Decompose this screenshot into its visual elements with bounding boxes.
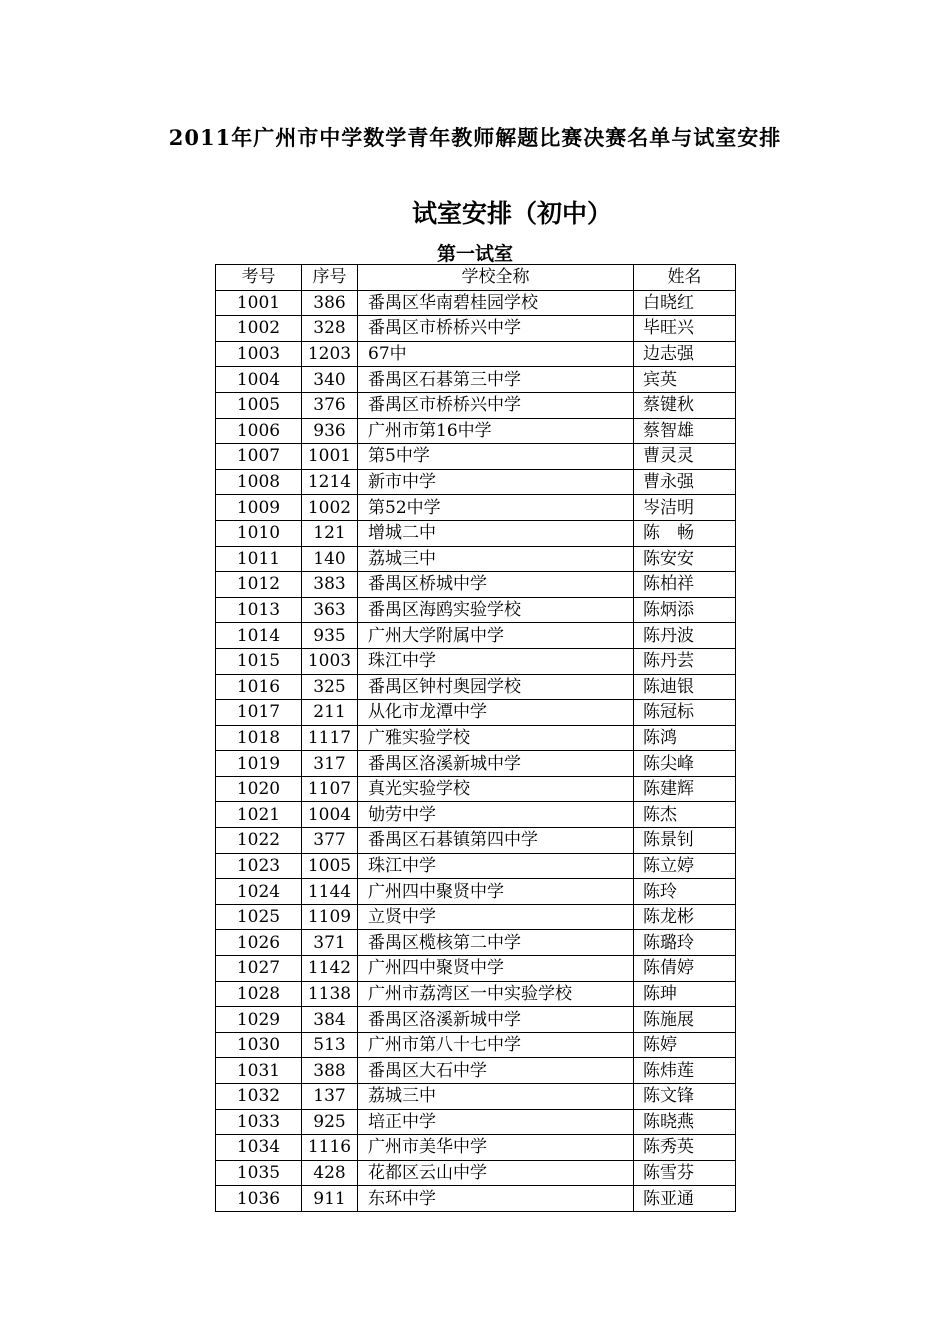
table-row <box>216 1160 736 1186</box>
school-name-cell: 广州市第八十七中学 <box>358 1032 634 1058</box>
school-name-cell: 广州市美华中学 <box>358 1135 634 1161</box>
school-name-cell: 广州大学附属中学 <box>358 623 634 649</box>
table-row <box>216 879 736 905</box>
school-name-cell: 番禺区桥城中学 <box>358 572 634 598</box>
student-name-cell: 陈秀英 <box>634 1135 736 1161</box>
serial-number-cell: 1116 <box>302 1135 358 1161</box>
table-row <box>216 572 736 598</box>
exam-number-cell: 1007 <box>216 444 302 470</box>
serial-number-cell: 1002 <box>302 495 358 521</box>
table-row <box>216 444 736 470</box>
serial-number-cell: 1144 <box>302 879 358 905</box>
table-row <box>216 648 736 674</box>
student-name-cell: 宾英 <box>634 367 736 393</box>
exam-room-title: 第一试室 <box>436 243 513 265</box>
table-row <box>216 316 736 342</box>
student-name-cell: 陈景钊 <box>634 828 736 854</box>
serial-number-cell: 935 <box>302 623 358 649</box>
student-name-cell: 陈丹芸 <box>634 648 736 674</box>
school-name-cell: 花都区云山中学 <box>358 1160 634 1186</box>
header-exam-number: 考号 <box>216 265 302 291</box>
serial-number-cell: 925 <box>302 1109 358 1135</box>
student-name-cell: 蔡智雄 <box>634 418 736 444</box>
serial-number-cell: 911 <box>302 1186 358 1212</box>
exam-number-cell: 1035 <box>216 1160 302 1186</box>
exam-number-cell: 1011 <box>216 546 302 572</box>
serial-number-cell: 1203 <box>302 341 358 367</box>
exam-number-cell: 1025 <box>216 904 302 930</box>
exam-number-cell: 1014 <box>216 623 302 649</box>
serial-number-cell: 1001 <box>302 444 358 470</box>
student-name-cell: 陈倩婷 <box>634 956 736 982</box>
table-body <box>216 290 736 1211</box>
student-name-cell: 陈亚通 <box>634 1186 736 1212</box>
serial-number-cell: 388 <box>302 1058 358 1084</box>
exam-number-cell: 1023 <box>216 853 302 879</box>
table-row <box>216 546 736 572</box>
table-row <box>216 904 736 930</box>
exam-number-cell: 1006 <box>216 418 302 444</box>
school-name-cell: 广州市荔湾区一中实验学校 <box>358 981 634 1007</box>
student-name-cell: 陈迪银 <box>634 674 736 700</box>
student-name-cell: 陈珅 <box>634 981 736 1007</box>
exam-number-cell: 1010 <box>216 520 302 546</box>
table-row <box>216 700 736 726</box>
header-school-name: 学校全称 <box>358 265 634 291</box>
section-title: 试室安排（初中） <box>411 199 612 228</box>
table-row <box>216 597 736 623</box>
school-name-cell: 番禺区市桥桥兴中学 <box>358 392 634 418</box>
school-name-cell: 67中 <box>358 341 634 367</box>
serial-number-cell: 121 <box>302 520 358 546</box>
student-name-cell: 陈文锋 <box>634 1084 736 1110</box>
school-name-cell: 广州四中聚贤中学 <box>358 879 634 905</box>
serial-number-cell: 383 <box>302 572 358 598</box>
serial-number-cell: 137 <box>302 1084 358 1110</box>
table-row <box>216 956 736 982</box>
serial-number-cell: 936 <box>302 418 358 444</box>
school-name-cell: 东环中学 <box>358 1186 634 1212</box>
serial-number-cell: 1117 <box>302 725 358 751</box>
serial-number-cell: 376 <box>302 392 358 418</box>
table-row <box>216 520 736 546</box>
student-name-cell: 边志强 <box>634 341 736 367</box>
serial-number-cell: 1142 <box>302 956 358 982</box>
exam-number-cell: 1008 <box>216 469 302 495</box>
serial-number-cell: 1138 <box>302 981 358 1007</box>
exam-number-cell: 1033 <box>216 1109 302 1135</box>
serial-number-cell: 1107 <box>302 776 358 802</box>
serial-number-cell: 325 <box>302 674 358 700</box>
school-name-cell: 番禺区海鸥实验学校 <box>358 597 634 623</box>
table-row <box>216 495 736 521</box>
school-name-cell: 培正中学 <box>358 1109 634 1135</box>
school-name-cell: 番禺区市桥桥兴中学 <box>358 316 634 342</box>
serial-number-cell: 317 <box>302 751 358 777</box>
exam-number-cell: 1032 <box>216 1084 302 1110</box>
student-name-cell: 陈安安 <box>634 546 736 572</box>
table-row <box>216 802 736 828</box>
student-name-cell: 陈龙彬 <box>634 904 736 930</box>
student-name-cell: 陈鸿 <box>634 725 736 751</box>
table-row <box>216 623 736 649</box>
exam-number-cell: 1013 <box>216 597 302 623</box>
exam-number-cell: 1018 <box>216 725 302 751</box>
exam-roster-table <box>215 264 736 1212</box>
table-header-row <box>216 265 736 291</box>
school-name-cell: 立贤中学 <box>358 904 634 930</box>
school-name-cell: 番禺区华南碧桂园学校 <box>358 290 634 316</box>
table-row <box>216 418 736 444</box>
school-name-cell: 珠江中学 <box>358 648 634 674</box>
table-row <box>216 751 736 777</box>
table-row <box>216 930 736 956</box>
student-name-cell: 毕旺兴 <box>634 316 736 342</box>
exam-number-cell: 1004 <box>216 367 302 393</box>
serial-number-cell: 1109 <box>302 904 358 930</box>
table-row <box>216 1084 736 1110</box>
header-student-name: 姓名 <box>634 265 736 291</box>
student-name-cell: 陈炳添 <box>634 597 736 623</box>
school-name-cell: 荔城三中 <box>358 1084 634 1110</box>
exam-number-cell: 1022 <box>216 828 302 854</box>
serial-number-cell: 384 <box>302 1007 358 1033</box>
student-name-cell: 白晓红 <box>634 290 736 316</box>
table-row <box>216 1186 736 1212</box>
student-name-cell: 陈尖峰 <box>634 751 736 777</box>
exam-number-cell: 1034 <box>216 1135 302 1161</box>
table-row <box>216 1032 736 1058</box>
school-name-cell: 番禺区洛溪新城中学 <box>358 751 634 777</box>
serial-number-cell: 1004 <box>302 802 358 828</box>
serial-number-cell: 513 <box>302 1032 358 1058</box>
table-row <box>216 392 736 418</box>
serial-number-cell: 363 <box>302 597 358 623</box>
exam-number-cell: 1020 <box>216 776 302 802</box>
exam-number-cell: 1021 <box>216 802 302 828</box>
student-name-cell: 蔡键秋 <box>634 392 736 418</box>
table-row <box>216 776 736 802</box>
exam-number-cell: 1024 <box>216 879 302 905</box>
student-name-cell: 陈立婷 <box>634 853 736 879</box>
table-row <box>216 367 736 393</box>
student-name-cell: 陈丹波 <box>634 623 736 649</box>
exam-number-cell: 1036 <box>216 1186 302 1212</box>
serial-number-cell: 340 <box>302 367 358 393</box>
serial-number-cell: 386 <box>302 290 358 316</box>
exam-number-cell: 1003 <box>216 341 302 367</box>
school-name-cell: 珠江中学 <box>358 853 634 879</box>
student-name-cell: 陈璐玲 <box>634 930 736 956</box>
exam-number-cell: 1002 <box>216 316 302 342</box>
student-name-cell: 陈建辉 <box>634 776 736 802</box>
serial-number-cell: 377 <box>302 828 358 854</box>
student-name-cell: 陈炜莲 <box>634 1058 736 1084</box>
student-name-cell: 陈冠标 <box>634 700 736 726</box>
student-name-cell: 陈婷 <box>634 1032 736 1058</box>
student-name-cell: 陈柏祥 <box>634 572 736 598</box>
exam-number-cell: 1016 <box>216 674 302 700</box>
exam-number-cell: 1027 <box>216 956 302 982</box>
student-name-cell: 陈雪芬 <box>634 1160 736 1186</box>
school-name-cell: 增城二中 <box>358 520 634 546</box>
table-row <box>216 1007 736 1033</box>
student-name-cell: 陈晓燕 <box>634 1109 736 1135</box>
header-serial-number: 序号 <box>302 265 358 291</box>
table-row <box>216 469 736 495</box>
exam-number-cell: 1028 <box>216 981 302 1007</box>
student-name-cell: 陈玲 <box>634 879 736 905</box>
school-name-cell: 番禺区榄核第二中学 <box>358 930 634 956</box>
serial-number-cell: 1003 <box>302 648 358 674</box>
school-name-cell: 荔城三中 <box>358 546 634 572</box>
school-name-cell: 第52中学 <box>358 495 634 521</box>
exam-number-cell: 1012 <box>216 572 302 598</box>
school-name-cell: 第5中学 <box>358 444 634 470</box>
school-name-cell: 广雅实验学校 <box>358 725 634 751</box>
document-title: 2011年广州市中学数学青年教师解题比赛决赛名单与试室安排 <box>168 125 782 150</box>
school-name-cell: 广州四中聚贤中学 <box>358 956 634 982</box>
exam-number-cell: 1005 <box>216 392 302 418</box>
table-row <box>216 674 736 700</box>
school-name-cell: 番禺区洛溪新城中学 <box>358 1007 634 1033</box>
serial-number-cell: 1005 <box>302 853 358 879</box>
table-row <box>216 828 736 854</box>
exam-number-cell: 1026 <box>216 930 302 956</box>
school-name-cell: 番禺区石碁第三中学 <box>358 367 634 393</box>
school-name-cell: 广州市第16中学 <box>358 418 634 444</box>
school-name-cell: 番禺区大石中学 <box>358 1058 634 1084</box>
student-name-cell: 陈杰 <box>634 802 736 828</box>
school-name-cell: 番禺区钟村奥园学校 <box>358 674 634 700</box>
serial-number-cell: 1214 <box>302 469 358 495</box>
serial-number-cell: 428 <box>302 1160 358 1186</box>
table-row <box>216 725 736 751</box>
school-name-cell: 番禺区石碁镇第四中学 <box>358 828 634 854</box>
table-row <box>216 1135 736 1161</box>
student-name-cell: 陈 畅 <box>634 520 736 546</box>
table-row <box>216 853 736 879</box>
table-row <box>216 1109 736 1135</box>
exam-number-cell: 1019 <box>216 751 302 777</box>
table-row <box>216 341 736 367</box>
serial-number-cell: 328 <box>302 316 358 342</box>
student-name-cell: 陈施展 <box>634 1007 736 1033</box>
exam-number-cell: 1009 <box>216 495 302 521</box>
table-row <box>216 981 736 1007</box>
exam-number-cell: 1030 <box>216 1032 302 1058</box>
school-name-cell: 从化市龙潭中学 <box>358 700 634 726</box>
exam-number-cell: 1029 <box>216 1007 302 1033</box>
student-name-cell: 曹灵灵 <box>634 444 736 470</box>
table-row <box>216 290 736 316</box>
serial-number-cell: 140 <box>302 546 358 572</box>
exam-number-cell: 1017 <box>216 700 302 726</box>
exam-number-cell: 1031 <box>216 1058 302 1084</box>
exam-number-cell: 1015 <box>216 648 302 674</box>
table-row <box>216 1058 736 1084</box>
school-name-cell: 真光实验学校 <box>358 776 634 802</box>
school-name-cell: 新市中学 <box>358 469 634 495</box>
serial-number-cell: 211 <box>302 700 358 726</box>
student-name-cell: 岑洁明 <box>634 495 736 521</box>
serial-number-cell: 371 <box>302 930 358 956</box>
school-name-cell: 劬劳中学 <box>358 802 634 828</box>
exam-number-cell: 1001 <box>216 290 302 316</box>
student-name-cell: 曹永强 <box>634 469 736 495</box>
